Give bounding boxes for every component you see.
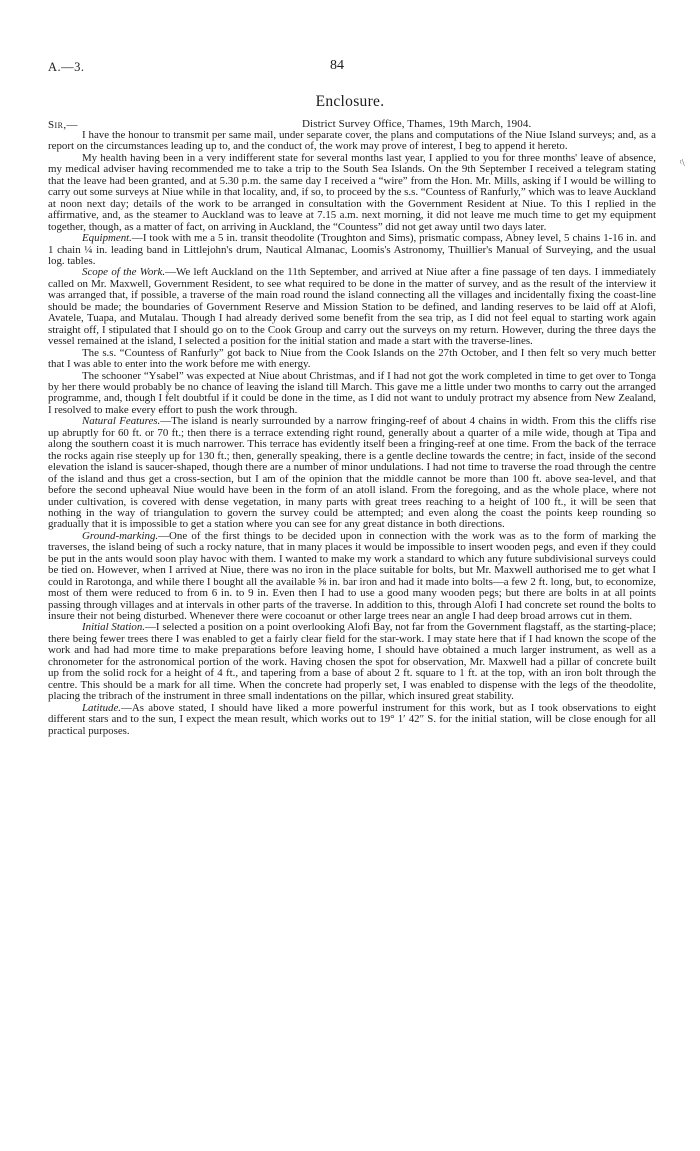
page-number: 84 bbox=[330, 58, 344, 73]
paragraph-subheading: Natural Features. bbox=[82, 415, 161, 428]
paragraph-text: —One of the first things to be decided upon in connection with the work was as to the form of marking the traverses, the island being of such a rocky nature, that in many places it would be impossible to insert wooden pegs, and even if they could be put in the ants would soon play havoc with them. I wanted to make my work a standard to which any future subdivisional surveys could be tied on. However, when I arrived at Niue, there was no iron in the place suitable for bolts, but Mr. Maxwell authorised me to get what I could in Rarotonga, and while there I bought all the available ⅝ in. bar iron and had it made into bolts—a few 2 ft. long, but, to economize, most of them were reduced to from 6 in. to 9 in. Even then I had to use a good many wooden pegs; but there are bolts in at all points passing through villages and at intervals in other parts of the traverse. In addition to this, through Alofi I had concrete set round the bolts to insure their not being disturbed. Whenever there were cocoanut or other large trees near an angle I had deep broad arrows cut in them. bbox=[48, 529, 656, 623]
paragraph-natural-features bbox=[48, 416, 656, 531]
paragraph-text: The s.s. “Countess of Ranfurly” got back to Niue from the Cook Islands on the 27th October, and I then felt so very much better that I was able to enter into the work before me with energy. bbox=[48, 346, 656, 371]
paragraph-ground-marking bbox=[48, 531, 656, 623]
paragraph-text: I have the honour to transmit per same mail, under separate cover, the plans and computations of the Niue Island surveys; and, as a report on the circumstances leading up to, and the conduct of, the work may prove of interest, I beg to append it hereto. bbox=[48, 129, 656, 153]
letter-dateline: District Survey Office, Thames, 19th March, 1904. bbox=[302, 118, 532, 130]
paragraph-health bbox=[48, 153, 656, 233]
paragraph-transmittal bbox=[48, 130, 656, 153]
paragraph-text: My health having been in a very indifferent state for several months last year, I applied to you for three months' leave of absence, my medical adviser having recommended me to take a trip to the South Sea Islands. On the 9th September I received a telegram stating that the leave had been granted, and at 5.30 p.m. the same day I received a “wire” from the Hon. Mr. Mills, asking if I would be willing to carry out some surveys at Niue while in that locality, and, if so, to proceed by the s.s. “Countess of Ranfurly,” which was to leave Auckland at noon next day; details of the work to be arranged in consultation with the Government Resident at Niue. To this I replied in the affirmative, and, as the steamer to Auckland was to leave at 7.15 a.m. next morning, it did not leave me much time to get my equipment together, though, as a matter of fact, on arriving in Auckland, the “Countess” did not get away until two days later. bbox=[48, 151, 657, 233]
paragraph-latitude bbox=[48, 703, 656, 737]
paragraph-text: —As above stated, I should have liked a more powerful instrument for this work, but as I took observations to eight different stars and to the sun, I expect the mean result, which works out to 19° 1′ 42″ S. for the initial station, will be close enough for all practical purposes. bbox=[48, 701, 656, 737]
paragraph-text: —We left Auckland on the 11th September, and arrived at Niue after a fine passage of ten days. I immediately called on Mr. Maxwell, Government Resident, to see what required to be done in the matter of survey, and as the result of the interview it was arranged that, if possible, a traverse of the main road round the island connecting all the villages and incidentally fixing the coast-line should be made; the boundaries of Government Reserve and Mission Station to be defined, and landing reserves to be laid off at Alofi, Avatele, Tuapa, and Mutalau. Though I had already derived some benefit from the sea trip, as I did not feel equal to starting work again straight off, I stipulated that I should go on to the Cook Group and carry out the surveys on my return. However, during the three days the vessel remained at the island, I selected a position for the initial station and made a start with the traverse-lines. bbox=[48, 266, 656, 348]
paragraph-return bbox=[48, 348, 656, 371]
paragraph-schooner bbox=[48, 371, 656, 417]
paragraph-equipment bbox=[48, 233, 656, 267]
paragraph-subheading: Ground-marking. bbox=[82, 529, 159, 542]
paragraph-subheading: Initial Station. bbox=[82, 621, 146, 634]
paragraph-scope bbox=[48, 267, 656, 347]
paragraph-subheading: Scope of the Work. bbox=[82, 266, 166, 279]
enclosure-heading: Enclosure. bbox=[315, 93, 385, 110]
letter-body bbox=[48, 130, 656, 737]
paragraph-text: The schooner “Ysabel” was expected at Niue about Christmas, and if I had not got the work completed in time to get over to Tonga by her there would probably be no chance of leaving the island till March. This gave me a little under two months to carry out the arranged programme, and, though I felt doubtful if it could be done in the time, as I did not want to unduly protract my absence from New Zealand, I resolved to make every effort to push the work through. bbox=[48, 369, 656, 416]
salutation: Sir,— bbox=[48, 119, 78, 131]
paragraph-subheading: Latitude. bbox=[82, 701, 122, 714]
paragraph-text: —The island is nearly surrounded by a narrow fringing-reef of about 4 chains in width. From this the cliffs rise up abruptly for 60 ft. or 70 ft.; then there is a terrace extending right round, generally about a quarter of a mile wide, though at Tipa and along the southern coast it is much narrower. This terrace has evidently itself been a fringing-reef at one time. From the back of the terrace the rocks again rise steeply up for 130 ft.; then, generally speaking, there is a gentle decline towards the centre; in fact, inside of the second elevation the island is saucer-shaped, though there are a number of minor undulations. I had not time to traverse the road through the centre of the island and thus get a cross-section, but I am of the opinion that the middle cannot be more than 100 ft. above sea-level, and that before the second upheaval Niue would have been in the form of an atoll island. From the foregoing, and as the whole place, where not under cultivation, is covered with dense vegetation, in many parts with great trees reaching to a height of 100 ft., it will be seen that nothing in the way of triangulation to govern the survey could be attempted; and even along the coast the points keep rounding so gradually that it is impossible to get a station where you can see for any great distance in both directions. bbox=[48, 415, 656, 531]
paragraph-initial-station bbox=[48, 622, 656, 702]
paragraph-text: —I selected a position on a point overlooking Alofi Bay, not far from the Government flagstaff, as the starting-place; there being fewer trees there I was enabled to get a fairly clear field for the star-work. I may state here that if I had known the scope of the work and had had more time to make preparations before leaving home, I should have obtained a much larger instrument, as well as a chronometer for the astronomical portion of the work. Having chosen the spot for observation, Mr. Maxwell had a pillar of concrete built up from the solid rock for a height of 4 ft., and tapering from a base of about 2 ft. square to 1 ft. at the top, with an iron bolt through the centre. This should be a mark for all time. When the concrete had properly set, I was enabled to dispense with the legs of the theodolite, placing the tribrach of the instrument in three small indentations on the pillar, which insured great stability. bbox=[48, 621, 656, 703]
document-reference: A.—3. bbox=[48, 60, 85, 74]
paragraph-subheading: Equipment. bbox=[82, 232, 132, 245]
margin-mark: ᵗ\ bbox=[680, 158, 685, 169]
paragraph-text: —I took with me a 5 in. transit theodolite (Troughton and Sims), prismatic compass, Abney level, 5 chains 1-16 in. and 1 chain ¼ in. leading band in Littlejohn's drum, Nautical Almanac, Loomis's Astronomy, Thuillier's Manual of Surveying, and the usual log. tables. bbox=[48, 232, 656, 267]
